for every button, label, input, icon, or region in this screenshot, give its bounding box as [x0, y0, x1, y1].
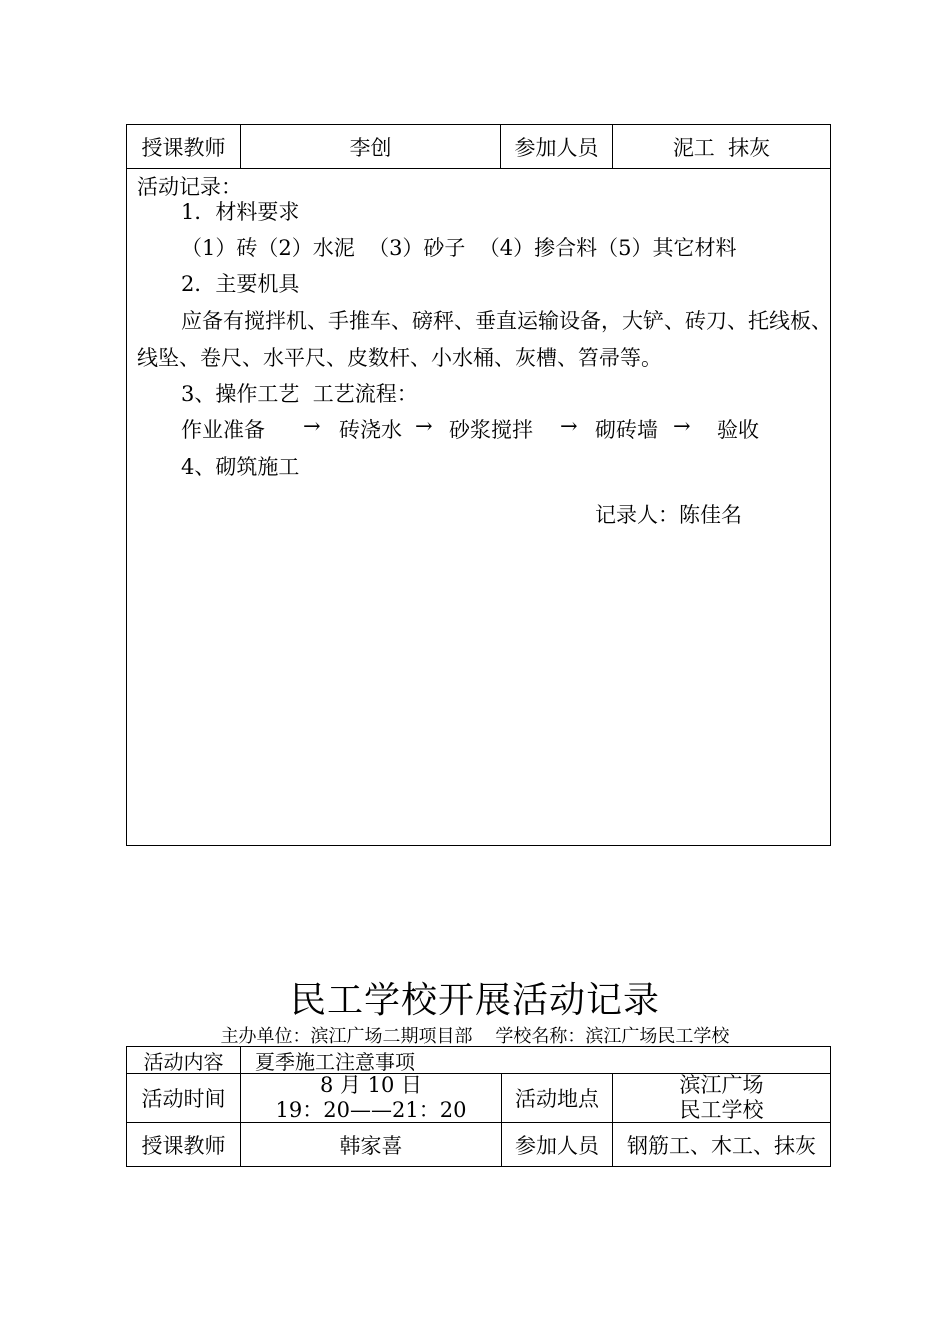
flow-step-wall: 砌砖墙: [595, 418, 658, 442]
activity-record-table: [126, 124, 831, 846]
teacher-value-2: 韩家喜: [240, 1123, 501, 1166]
activity-form-table: [126, 1046, 831, 1167]
teacher-label-2: 授课教师: [141, 1133, 226, 1158]
content-label: 活动内容: [143, 1049, 224, 1074]
time-date: 8 月 10 日: [319, 1073, 423, 1097]
place-line-1: 滨江广场: [679, 1073, 764, 1097]
materials-list: （1）砖（2）水泥 （3）砂子 （4）掺合料（5）其它材料: [181, 236, 737, 260]
section-process: 3、操作工艺 工艺流程：: [181, 382, 418, 406]
page-title: 民工学校开展活动记录: [289, 980, 660, 1021]
teacher-label: 授课教师: [141, 135, 226, 160]
place-line-2: 民工学校: [679, 1098, 764, 1122]
participants-value: 泥工 抹灰: [612, 125, 830, 168]
flow-step-prepare: 作业准备: [181, 418, 265, 442]
record-label: 活动记录：: [137, 175, 242, 199]
time-row: [127, 1074, 830, 1123]
flow-arrow-icon: →: [415, 414, 433, 438]
place-value: [612, 1074, 830, 1122]
flow-step-accept: 验收: [717, 418, 759, 442]
flow-step-water: 砖浇水: [339, 418, 402, 442]
place-label: 活动地点: [501, 1074, 612, 1122]
recorder: 记录人：陈佳名: [595, 503, 742, 527]
flow-step-mortar: 砂浆搅拌: [449, 418, 533, 442]
teacher-row-2: [127, 1123, 830, 1166]
content-row: [127, 1047, 830, 1074]
time-range: 19：20——21：20: [275, 1098, 467, 1122]
section-materials: 1．材料要求: [181, 200, 300, 224]
content-value: 夏季施工注意事项: [240, 1047, 830, 1073]
participants-value-2: 钢筋工、木工、抹灰: [612, 1123, 830, 1166]
time-value: [240, 1074, 501, 1122]
section-masonry: 4、砌筑施工: [181, 455, 300, 479]
tools-line-2: 线坠、卷尺、水平尺、皮数杆、小水桶、灰槽、笤帚等。: [137, 346, 662, 370]
flow-arrow-icon: →: [303, 414, 321, 438]
teacher-row: [127, 125, 830, 169]
tools-line-1: 应备有搅拌机、手推车、磅秤、垂直运输设备，大铲、砖刀、托线板、: [181, 309, 832, 333]
participants-label-2: 参加人员: [501, 1123, 612, 1166]
participants-label: 参加人员: [500, 125, 612, 168]
flow-arrow-icon: →: [560, 414, 578, 438]
time-label: 活动时间: [141, 1087, 226, 1111]
page-subtitle: 主办单位：滨江广场二期项目部 学校名称：滨江广场民工学校: [220, 1026, 730, 1047]
section-tools: 2．主要机具: [181, 272, 300, 296]
teacher-value: 李创: [240, 125, 500, 168]
flow-arrow-icon: →: [673, 414, 691, 438]
